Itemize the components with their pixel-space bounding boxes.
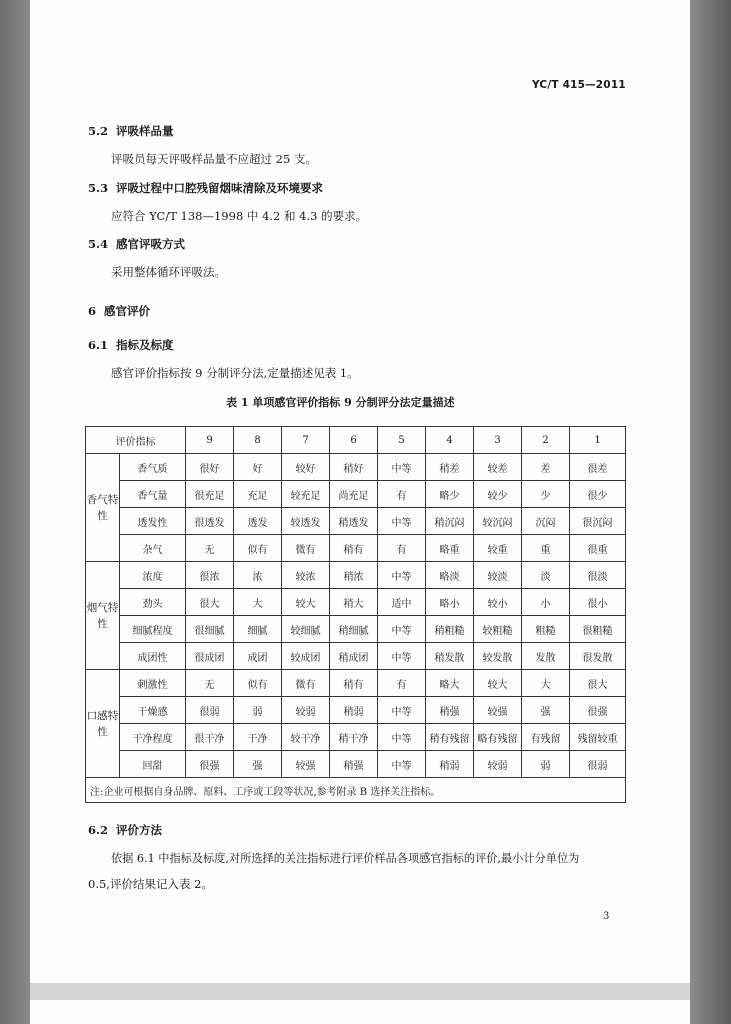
table-cell: 有残留 bbox=[522, 724, 570, 751]
section-6-2-body-line1: 依据 6.1 中指标及标度,对所选择的关注指标进行评价样品各项感官指标的评价,最小计分单位为 bbox=[111, 852, 580, 865]
table-cell: 有 bbox=[378, 535, 426, 562]
table-cell: 较干净 bbox=[282, 724, 330, 751]
section-title: 感官评价 bbox=[104, 304, 151, 318]
table-cell: 淡 bbox=[522, 562, 570, 589]
table-cell: 很小 bbox=[570, 589, 626, 616]
table-row bbox=[86, 697, 626, 724]
table-cell: 稍差 bbox=[426, 454, 474, 481]
table-cell: 中等 bbox=[378, 751, 426, 778]
table-cell: 较好 bbox=[282, 454, 330, 481]
indicator-cell: 透发性 bbox=[120, 508, 186, 535]
table-cell: 较浓 bbox=[282, 562, 330, 589]
table-cell: 强 bbox=[234, 751, 282, 778]
indicator-cell: 杂气 bbox=[120, 535, 186, 562]
section-title: 评价方法 bbox=[116, 823, 163, 837]
table-cell: 稍大 bbox=[330, 589, 378, 616]
section-6-2-heading bbox=[88, 823, 162, 837]
table-cell: 稍弱 bbox=[330, 697, 378, 724]
section-6-2-body-line2: 0.5,评价结果记入表 2。 bbox=[88, 877, 213, 891]
table-cell: 很成团 bbox=[186, 643, 234, 670]
table-cell: 较强 bbox=[474, 697, 522, 724]
table-cell: 较少 bbox=[474, 481, 522, 508]
section-number: 6.2 bbox=[88, 823, 109, 837]
section-number: 6 bbox=[88, 304, 97, 318]
group-label: 口感特性 bbox=[86, 670, 120, 778]
table-cell: 稍粗糙 bbox=[426, 616, 474, 643]
table-cell: 很弱 bbox=[570, 751, 626, 778]
table-cell: 中等 bbox=[378, 454, 426, 481]
table-cell: 中等 bbox=[378, 724, 426, 751]
table-cell: 好 bbox=[234, 454, 282, 481]
table-cell: 稍好 bbox=[330, 454, 378, 481]
table-row bbox=[86, 481, 626, 508]
table-cell: 残留较重 bbox=[570, 724, 626, 751]
table-cell: 有 bbox=[378, 481, 426, 508]
table-caption: 表 1 单项感官评价指标 9 分制评分法定量描述 bbox=[226, 396, 455, 409]
section-number: 5.3 bbox=[88, 181, 109, 195]
indicator-cell: 成团性 bbox=[120, 643, 186, 670]
section-title: 指标及标度 bbox=[116, 338, 174, 352]
table-row bbox=[86, 535, 626, 562]
table-cell: 较充足 bbox=[282, 481, 330, 508]
table-cell: 弱 bbox=[234, 697, 282, 724]
table-cell: 中等 bbox=[378, 508, 426, 535]
viewer-scrollbar-track[interactable] bbox=[690, 0, 731, 1024]
table-row bbox=[86, 508, 626, 535]
score-header: 1 bbox=[570, 427, 626, 454]
table-cell: 发散 bbox=[522, 643, 570, 670]
indicator-cell: 香气质 bbox=[120, 454, 186, 481]
table-note-row bbox=[86, 778, 626, 803]
section-5-4-body: 采用整体循环评吸法。 bbox=[111, 265, 226, 279]
table-cell: 很发散 bbox=[570, 643, 626, 670]
table-row bbox=[86, 562, 626, 589]
table-cell: 似有 bbox=[234, 670, 282, 697]
score-header: 6 bbox=[330, 427, 378, 454]
indicator-cell: 回甜 bbox=[120, 751, 186, 778]
header-label: 评价指标 bbox=[86, 427, 186, 454]
table-cell: 稍细腻 bbox=[330, 616, 378, 643]
table-cell: 微有 bbox=[282, 535, 330, 562]
table-cell: 较淡 bbox=[474, 562, 522, 589]
section-6-heading bbox=[88, 304, 150, 318]
table-header-row bbox=[86, 427, 626, 454]
page-gap bbox=[30, 983, 690, 1000]
table-cell: 有 bbox=[378, 670, 426, 697]
table-cell: 较重 bbox=[474, 535, 522, 562]
indicator-cell: 劲头 bbox=[120, 589, 186, 616]
table-cell: 稍弱 bbox=[426, 751, 474, 778]
table-cell: 很充足 bbox=[186, 481, 234, 508]
table-cell: 中等 bbox=[378, 643, 426, 670]
table-cell: 略大 bbox=[426, 670, 474, 697]
table-row bbox=[86, 589, 626, 616]
section-5-4-heading bbox=[88, 237, 185, 251]
table-cell: 很细腻 bbox=[186, 616, 234, 643]
indicator-cell: 细腻程度 bbox=[120, 616, 186, 643]
table-cell: 很淡 bbox=[570, 562, 626, 589]
table-cell: 强 bbox=[522, 697, 570, 724]
table-cell: 无 bbox=[186, 535, 234, 562]
table-cell: 较发散 bbox=[474, 643, 522, 670]
table-cell: 中等 bbox=[378, 616, 426, 643]
table-row bbox=[86, 751, 626, 778]
group-label: 香气特性 bbox=[86, 454, 120, 562]
table-cell: 稍透发 bbox=[330, 508, 378, 535]
table-cell: 很大 bbox=[570, 670, 626, 697]
table-cell: 较大 bbox=[282, 589, 330, 616]
table-cell: 很重 bbox=[570, 535, 626, 562]
table-cell: 大 bbox=[522, 670, 570, 697]
table-row bbox=[86, 643, 626, 670]
table-cell: 略小 bbox=[426, 589, 474, 616]
table-row bbox=[86, 454, 626, 481]
document-header: YC/T 415—2011 bbox=[532, 79, 626, 91]
table-row bbox=[86, 616, 626, 643]
table-cell: 稍有 bbox=[330, 670, 378, 697]
table-cell: 似有 bbox=[234, 535, 282, 562]
section-6-1-body: 感官评价指标按 9 分制评分法,定量描述见表 1。 bbox=[111, 366, 359, 380]
table-cell: 略少 bbox=[426, 481, 474, 508]
indicator-cell: 干燥感 bbox=[120, 697, 186, 724]
score-header: 8 bbox=[234, 427, 282, 454]
table-cell: 很少 bbox=[570, 481, 626, 508]
table-cell: 略有残留 bbox=[474, 724, 522, 751]
table-cell: 很大 bbox=[186, 589, 234, 616]
table-cell: 很弱 bbox=[186, 697, 234, 724]
section-title: 评吸过程中口腔残留烟味清除及环境要求 bbox=[116, 181, 324, 195]
section-number: 5.4 bbox=[88, 237, 109, 251]
table-cell: 略重 bbox=[426, 535, 474, 562]
table-cell: 成团 bbox=[234, 643, 282, 670]
table-cell: 粗糙 bbox=[522, 616, 570, 643]
table-cell: 稍沉闷 bbox=[426, 508, 474, 535]
table-cell: 浓 bbox=[234, 562, 282, 589]
table-cell: 稍有残留 bbox=[426, 724, 474, 751]
table-cell: 很浓 bbox=[186, 562, 234, 589]
table-row bbox=[86, 670, 626, 697]
score-header: 4 bbox=[426, 427, 474, 454]
table-cell: 充足 bbox=[234, 481, 282, 508]
section-title: 感官评吸方式 bbox=[116, 237, 186, 251]
table-cell: 很沉闷 bbox=[570, 508, 626, 535]
table-cell: 较透发 bbox=[282, 508, 330, 535]
table-cell: 细腻 bbox=[234, 616, 282, 643]
section-6-1-heading bbox=[88, 338, 174, 352]
table-cell: 重 bbox=[522, 535, 570, 562]
score-header: 9 bbox=[186, 427, 234, 454]
table-cell: 适中 bbox=[378, 589, 426, 616]
table-cell: 较细腻 bbox=[282, 616, 330, 643]
table-cell: 很粗糙 bbox=[570, 616, 626, 643]
indicator-cell: 刺激性 bbox=[120, 670, 186, 697]
viewer-background-left bbox=[0, 0, 30, 1024]
table-row bbox=[86, 724, 626, 751]
table-cell: 大 bbox=[234, 589, 282, 616]
table-cell: 稍发散 bbox=[426, 643, 474, 670]
table-cell: 较粗糙 bbox=[474, 616, 522, 643]
section-5-2-heading bbox=[88, 124, 174, 138]
next-page bbox=[30, 1000, 690, 1024]
table-cell: 尚充足 bbox=[330, 481, 378, 508]
table-cell: 很强 bbox=[186, 751, 234, 778]
table-cell: 干净 bbox=[234, 724, 282, 751]
section-number: 5.2 bbox=[88, 124, 109, 138]
table-cell: 稍强 bbox=[330, 751, 378, 778]
table-cell: 很透发 bbox=[186, 508, 234, 535]
section-5-3-body: 应符合 YC/T 138—1998 中 4.2 和 4.3 的要求。 bbox=[111, 209, 368, 223]
table-cell: 稍有 bbox=[330, 535, 378, 562]
table-cell: 较成团 bbox=[282, 643, 330, 670]
score-header: 7 bbox=[282, 427, 330, 454]
table-cell: 微有 bbox=[282, 670, 330, 697]
score-header: 2 bbox=[522, 427, 570, 454]
table-cell: 少 bbox=[522, 481, 570, 508]
table-cell: 很差 bbox=[570, 454, 626, 481]
table-cell: 透发 bbox=[234, 508, 282, 535]
table-cell: 略淡 bbox=[426, 562, 474, 589]
table-cell: 很强 bbox=[570, 697, 626, 724]
score-header: 3 bbox=[474, 427, 522, 454]
table-cell: 较弱 bbox=[282, 697, 330, 724]
section-5-3-heading bbox=[88, 181, 323, 195]
table-cell: 弱 bbox=[522, 751, 570, 778]
group-label: 烟气特性 bbox=[86, 562, 120, 670]
table-cell: 很干净 bbox=[186, 724, 234, 751]
page-number: 3 bbox=[603, 911, 610, 922]
table-cell: 中等 bbox=[378, 562, 426, 589]
table-cell: 中等 bbox=[378, 697, 426, 724]
table-cell: 差 bbox=[522, 454, 570, 481]
section-title: 评吸样品量 bbox=[116, 124, 174, 138]
table-cell: 小 bbox=[522, 589, 570, 616]
table-cell: 较弱 bbox=[474, 751, 522, 778]
table-cell: 稍干净 bbox=[330, 724, 378, 751]
sensory-evaluation-table bbox=[85, 426, 626, 803]
table-cell: 稍强 bbox=[426, 697, 474, 724]
table-cell: 稍浓 bbox=[330, 562, 378, 589]
table-note: 注:企业可根据自身品牌、原料、工序或工段等状况,参考附录 B 选择关注指标。 bbox=[86, 778, 626, 803]
table-cell: 沉闷 bbox=[522, 508, 570, 535]
table-cell: 无 bbox=[186, 670, 234, 697]
table-cell: 较小 bbox=[474, 589, 522, 616]
table-cell: 较差 bbox=[474, 454, 522, 481]
table-cell: 较大 bbox=[474, 670, 522, 697]
table-cell: 较沉闷 bbox=[474, 508, 522, 535]
indicator-cell: 香气量 bbox=[120, 481, 186, 508]
indicator-cell: 干净程度 bbox=[120, 724, 186, 751]
indicator-cell: 浓度 bbox=[120, 562, 186, 589]
table-cell: 很好 bbox=[186, 454, 234, 481]
table-cell: 稍成团 bbox=[330, 643, 378, 670]
score-header: 5 bbox=[378, 427, 426, 454]
section-number: 6.1 bbox=[88, 338, 109, 352]
section-5-2-body: 评吸员每天评吸样品量不应超过 25 支。 bbox=[111, 152, 317, 166]
table-cell: 较强 bbox=[282, 751, 330, 778]
